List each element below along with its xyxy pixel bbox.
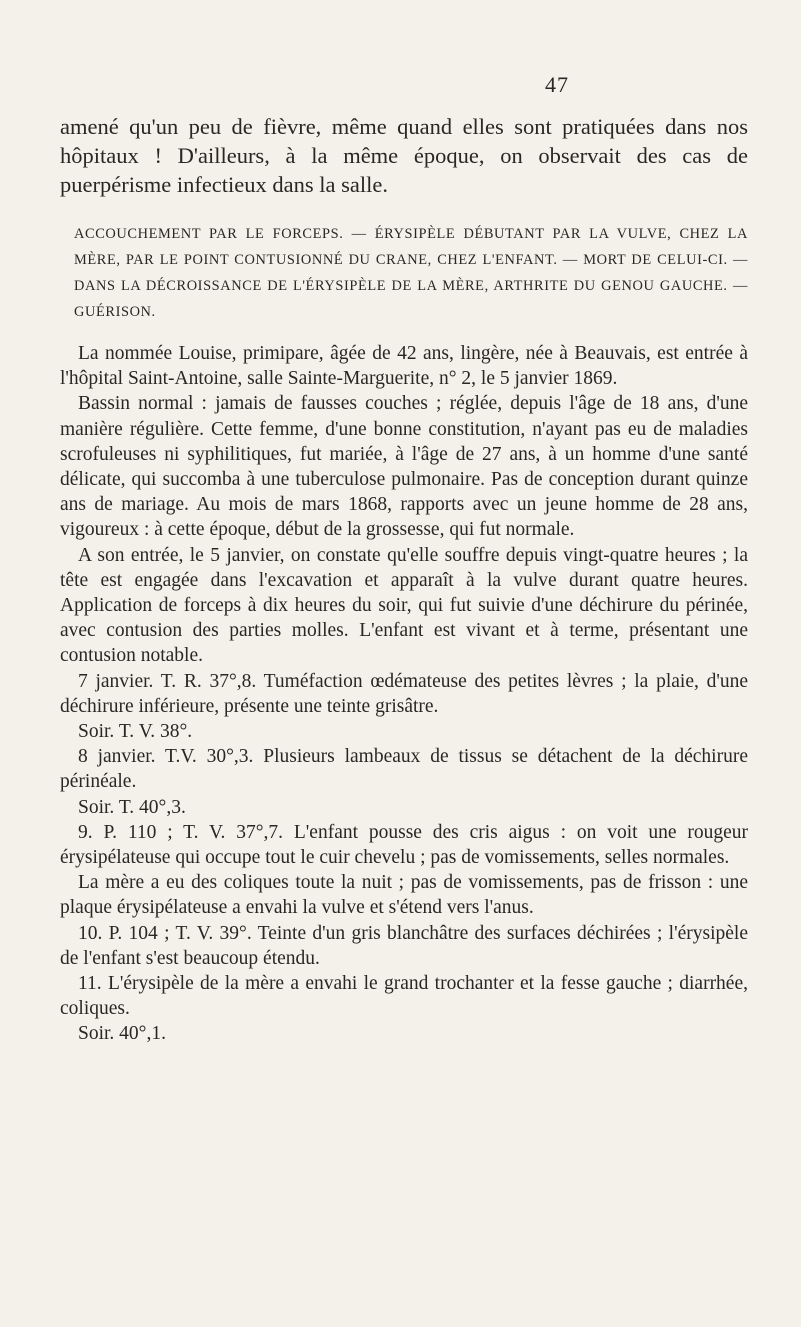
page-number: 47: [545, 72, 569, 97]
paragraph-jan-8-evening: Soir. T. 40°,3.: [78, 796, 186, 818]
paragraph-history: Bassin normal : jamais de fausses couches ; réglée, depuis l'âge de 18 ans, d'une manière régulière. Cette femme, d'une bonne constitution, n'ayant pas eu de maladies scrofuleuses ni syphilitiques, fut mariée, à l'âge de 27 ans, à un homme d'une santé délicate, qui succomba à une tuberculose pulmonaire. Pas de conception durant quinze ans de mariage. Au mois de mars 1868, rapports avec un jeune homme de 28 ans, vigoureux : à cette époque, début de la grossesse, qui fut normale.: [60, 393, 748, 541]
paragraph-day-10: 10. P. 104 ; T. V. 39°. Teinte d'un gris blanchâtre des surfaces déchirées ; l'érysipèle de l'enfant s'est beaucoup étendu.: [60, 922, 748, 969]
intro-paragraph: amené qu'un peu de fièvre, même quand elles sont pratiquées dans nos hôpitaux ! D'ailleurs, à la même époque, on observait des cas de puerpérisme infectieux dans la salle.: [60, 114, 748, 197]
paragraph-day-9: 9. P. 110 ; T. V. 37°,7. L'enfant pousse des cris aigus : on voit une rougeur érysipélateuse qui occupe tout le cuir chevelu ; pas de vomissements, selles normales.: [60, 821, 748, 869]
paragraph-jan-7: 7 janvier. T. R. 37°,8. Tuméfaction œdémateuse des petites lèvres ; la plaie, d'une déchirure inférieure, présente une teinte grisâtre.: [60, 670, 748, 717]
paragraph-jan-7-evening: Soir. T. V. 38°.: [78, 721, 193, 743]
paragraph-delivery: A son entrée, le 5 janvier, on constate qu'elle souffre depuis vingt-quatre heures ; la tête est engagée dans l'excavation et apparaît à la vulve durant quatre heures. Application de forceps à dix heures du soir, qui fut suivie d'une déchirure du périnée, avec contusion des parties molles. L'enfant est vivant et à terme, présentant une contusion notable.: [60, 544, 748, 667]
paragraph-admission: La nommée Louise, primipare, âgée de 42 ans, lingère, née à Beauvais, est entrée à l'hôpital Saint-Antoine, salle Sainte-Marguerite, n° 2, le 5 janvier 1869.: [60, 343, 748, 390]
paragraph-mother-night: La mère a eu des coliques toute la nuit ; pas de vomissements, pas de frisson : une plaque érysipélateuse a envahi la vulve et s'étend vers l'anus.: [60, 872, 748, 919]
text-block: [60, 112, 748, 1047]
paragraph-day-11-evening: Soir. 40°,1.: [78, 1023, 166, 1045]
section-heading: ACCOUCHEMENT PAR LE FORCEPS. — ÉRYSIPÈLE DÉBUTANT PAR LA VULVE, CHEZ LA MÈRE, PAR LE POINT CONTUSIONNÉ DU CRANE, CHEZ L'ENFANT. — MORT DE CELUI-CI. — DANS LA DÉCROISSANCE DE L'ÉRYSIPÈLE DE LA MÈRE, ARTHRITE DU GENOU GAUCHE. — GUÉRISON.: [74, 226, 748, 320]
paragraph-day-11: 11. L'érysipèle de la mère a envahi le grand trochanter et la fesse gauche ; diarrhée, coliques.: [60, 973, 748, 1020]
paragraph-jan-8: 8 janvier. T.V. 30°,3. Plusieurs lambeaux de tissus se détachent de la déchirure périnéale.: [60, 746, 748, 793]
